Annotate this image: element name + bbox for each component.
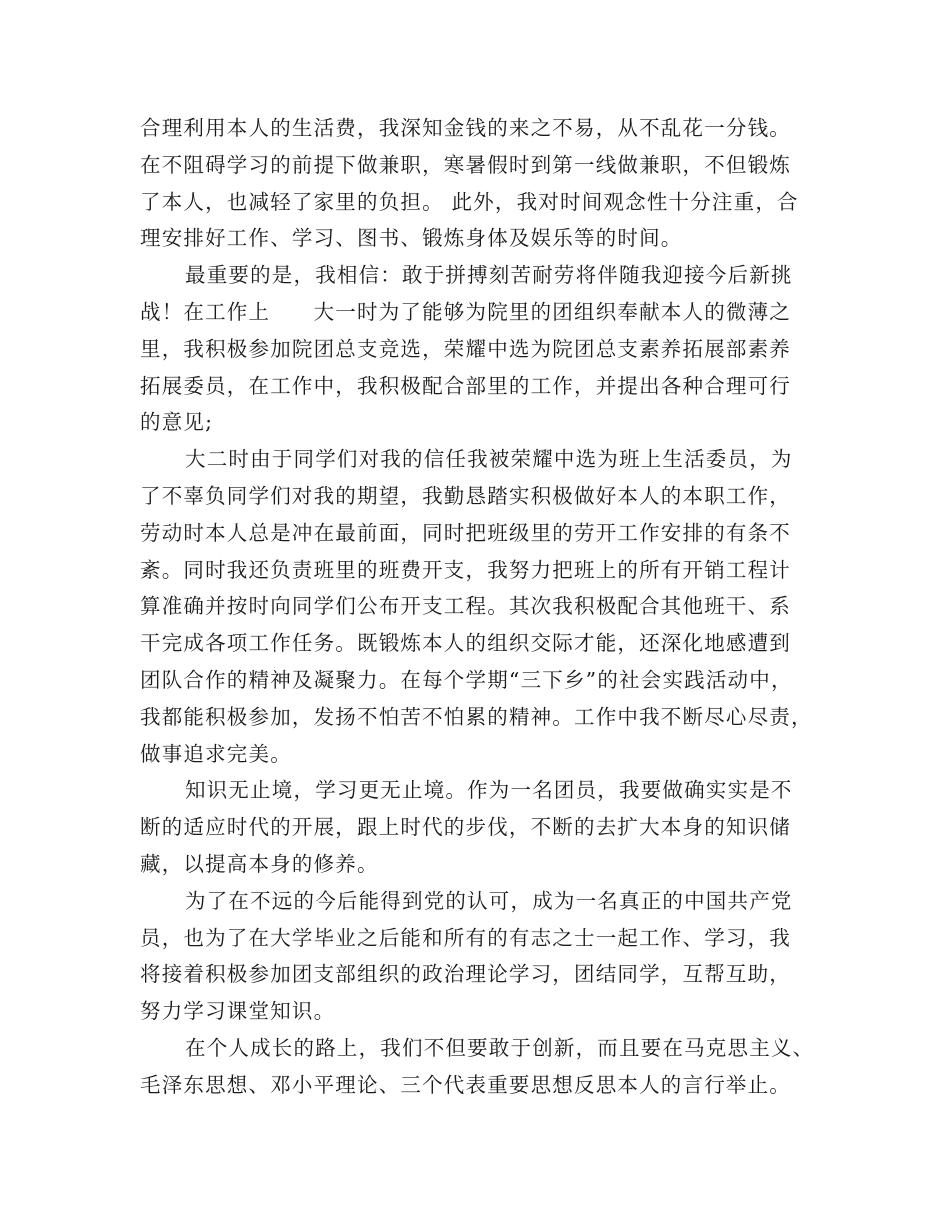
text-line: 理安排好工作、学习、图书、锻炼身体及娱乐等的时间。 <box>140 226 683 251</box>
text-line: 将接着积极参加团支部组织的政治理论学习，团结同学，互帮互助， <box>140 962 791 987</box>
paragraph-first-line: 大二时由于同学们对我的信任我被荣耀中选为班上生活委员，为 <box>185 447 793 472</box>
text-line: 干完成各项工作任务。既锻炼本人的组织交际才能，还深化地感遭到 <box>140 631 791 656</box>
paragraph-first-line: 知识无止境，学习更无止境。作为一名团员，我要做确实实是不 <box>185 778 793 803</box>
text-line: 合理利用本人的生活费，我深知金钱的来之不易，从不乱花一分钱。 <box>140 116 791 140</box>
text-line: 劳动时本人总是冲在最前面，同时把班级里的劳开工作安排的有条不 <box>140 520 791 545</box>
text-line: 做事追求完美。 <box>140 741 292 766</box>
text-line: 在不阻碍学习的前提下做兼职，寒暑假时到第一线做兼职，不但锻炼 <box>140 152 791 177</box>
text-line: 紊。同时我还负责班里的班费开支，我努力把班上的所有开销工程计 <box>140 557 791 582</box>
text-line: 毛泽东思想、邓小平理论、三个代表重要思想反思本人的言行举止。 <box>140 1072 791 1097</box>
text-line: 战！在工作上 大一时为了能够为院里的团组织奉献本人的微薄之 <box>140 299 791 324</box>
text-line: 努力学习课堂知识。 <box>140 999 336 1024</box>
text-line: 藏，以提高本身的修养。 <box>140 851 379 876</box>
document-body <box>140 110 830 1104</box>
text-line: 拓展委员，在工作中，我积极配合部里的工作，并提出各种合理可行 <box>140 373 791 398</box>
paragraph-first-line: 为了在不远的今后能得到党的认可，成为一名真正的中国共产党 <box>185 888 793 913</box>
text-line: 了不辜负同学们对我的期望，我勤恳踏实积极做好本人的本职工作， <box>140 483 791 508</box>
paragraph-first-line: 最重要的是，我相信：敢于拼搏刻苦耐劳将伴随我迎接今后新挑 <box>185 263 793 288</box>
text-line: 算准确并按时向同学们公布开支工程。其次我积极配合其他班干、系 <box>140 594 791 619</box>
text-line: 的意见; <box>140 410 214 435</box>
text-line: 我都能积极参加，发扬不怕苦不怕累的精神。工作中我不断尽心尽责， <box>140 704 813 729</box>
text-line: 里，我积极参加院团总支竞选，荣耀中选为院团总支素养拓展部素养 <box>140 336 791 361</box>
text-line: 断的适应时代的开展，跟上时代的步伐，不断的去扩大本身的知识储 <box>140 815 791 840</box>
text-line: 员，也为了在大学毕业之后能和所有的有志之士一起工作、学习，我 <box>140 925 791 950</box>
paragraph-first-line: 在个人成长的路上，我们不但要敢于创新，而且要在马克思主义、 <box>185 1035 815 1060</box>
text-line: 团队合作的精神及凝聚力。在每个学期“三下乡”的社会实践活动中， <box>140 667 793 692</box>
text-line: 了本人，也减轻了家里的负担。 此外，我对时间观念性十分注重，合 <box>140 189 799 214</box>
